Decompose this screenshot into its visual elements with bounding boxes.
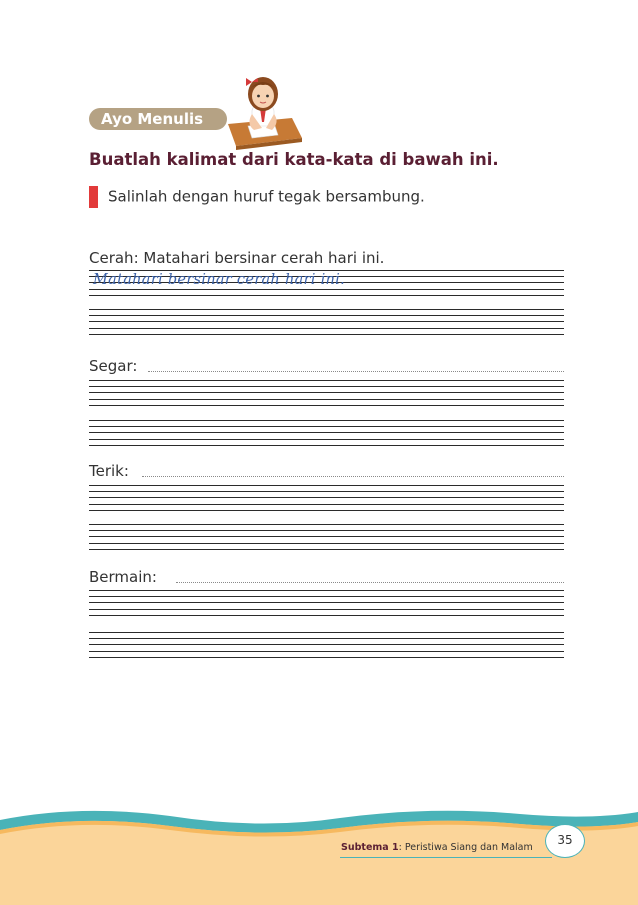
writing-lines-4b [89, 632, 564, 662]
answer-dotted-line-segar[interactable] [148, 371, 564, 372]
instruction-subtitle-text: Salinlah dengan huruf tegak bersambung. [108, 187, 425, 206]
instruction-title: Buatlah kalimat dari kata-kata di bawah ini. [89, 150, 499, 169]
footer-subtema-label: Subtema 1 [341, 842, 399, 853]
item-label-bermain: Bermain: [89, 568, 157, 586]
answer-dotted-line-terik[interactable] [142, 476, 564, 477]
writing-lines-2b [89, 420, 564, 450]
footer-wave-decoration [0, 790, 638, 905]
answer-dotted-line-bermain[interactable] [176, 582, 564, 583]
accent-bar [89, 186, 98, 208]
section-badge: Ayo Menulis [89, 108, 227, 130]
footer-subtema-title: : Peristiwa Siang dan Malam [398, 842, 533, 853]
writing-lines-4a [89, 590, 564, 620]
footer-underline [340, 857, 552, 858]
writing-lines-2a [89, 380, 564, 410]
item-label-segar: Segar: [89, 357, 138, 375]
page-number: 35 [545, 824, 585, 858]
item-label-cerah: Cerah: Matahari bersinar cerah hari ini. [89, 249, 385, 267]
girl-writing-illustration [222, 72, 304, 152]
item-label-terik: Terik: [89, 462, 129, 480]
footer-subtema [341, 842, 533, 853]
instruction-subtitle [89, 186, 425, 208]
writing-lines-1b [89, 309, 564, 339]
writing-lines-3b [89, 524, 564, 554]
cursive-example: Matahari bersinar cerah hari ini. [93, 272, 346, 288]
writing-lines-3a [89, 485, 564, 515]
